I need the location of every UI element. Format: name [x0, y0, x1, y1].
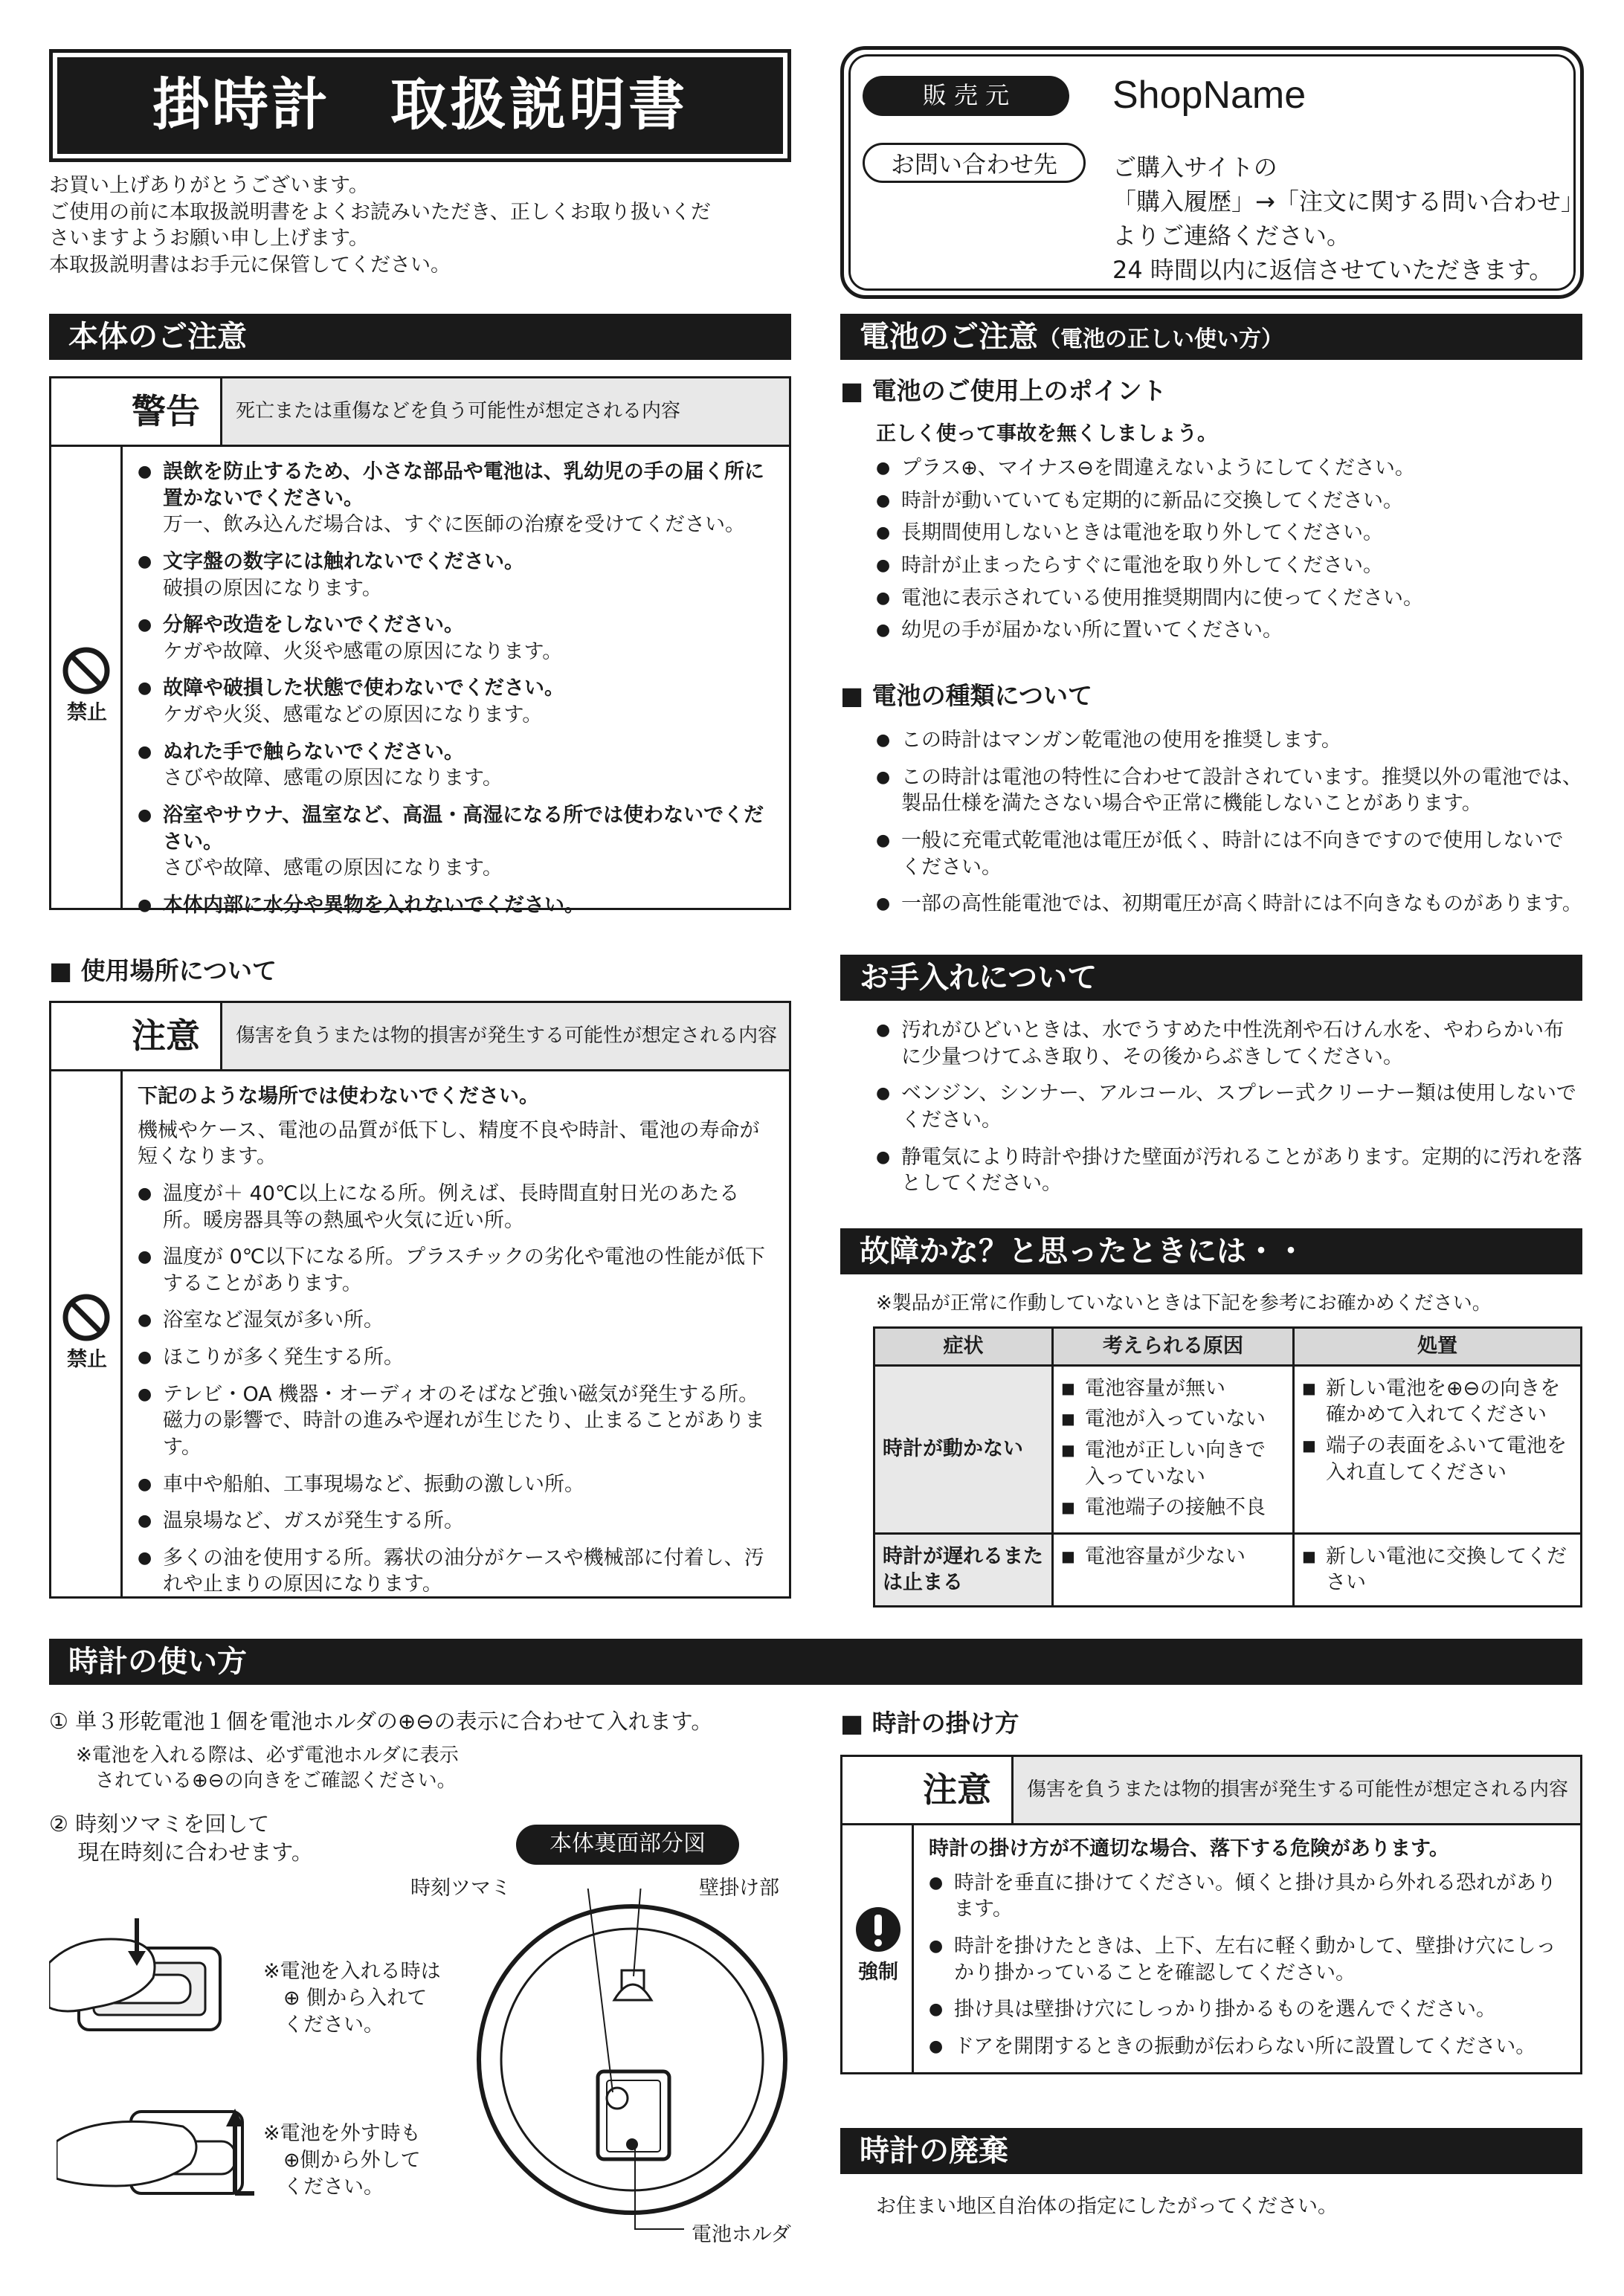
step2-line: 現在時刻に合わせます。 — [49, 1839, 313, 1865]
contact-line: 「購入履歴」→「注文に関する問い合わせ」 — [1112, 187, 1585, 216]
note-line: ください。 — [263, 2176, 384, 2199]
item-bold: ● 分解や改造をしないでください。 — [163, 613, 464, 637]
note-line: ⊕ 側から入れて — [263, 1987, 428, 2010]
remove-note — [263, 2121, 421, 2201]
list-item: ● ドアを開閉するときの振動が伝わらない所に設置してください。 — [929, 2034, 1568, 2060]
list-item: ● 汚れがひどいときは、水でうすめた中性洗剤や石けん水を、やわらかい布に少量つけてふき取り、その後からぶきしてください。 — [876, 1017, 1582, 1070]
label-knob: 時刻ツマミ — [410, 1877, 511, 1900]
list-item — [138, 612, 777, 665]
prohibition-label: 禁止 — [67, 1348, 107, 1371]
item-text: ケガや故障、火災や感電の原因になります。 — [163, 639, 563, 663]
warning-table — [49, 376, 791, 917]
item-bold: ● ぬれた手で触らないでください。 — [163, 740, 464, 764]
battery-insert-illustration — [49, 1918, 250, 2052]
list-item — [138, 549, 777, 602]
care-list — [876, 1017, 1582, 1207]
item-text: ケガや火災、感電などの原因になります。 — [163, 703, 543, 726]
intro-line: お買い上げありがとうございます。 — [49, 174, 369, 197]
step1-note — [76, 1743, 459, 1794]
warning-list — [138, 459, 777, 929]
list-item: ● 一般に充電式乾電池は電圧が低く、時計には不向きですので使用しないでください。 — [876, 828, 1582, 880]
list-item: ● 時計が止まったらすぐに電池を取り外してください。 — [876, 552, 1575, 579]
intro — [49, 172, 793, 279]
note-line: ※電池を入れる際は、必ず電池ホルダに表示 — [76, 1744, 459, 1767]
list-item — [138, 459, 777, 538]
item-bold: ● 文字盤の数字には触れないでください。 — [163, 549, 524, 573]
list-item — [138, 675, 777, 728]
seller-name: ShopName — [1112, 74, 1306, 117]
cause-item: ■ 電池が正しい向きで入っていない — [1061, 1437, 1285, 1490]
step2-line: ② 時刻ツマミを回して — [49, 1811, 270, 1837]
caution-label: 注意 — [842, 1757, 1014, 1823]
battery-heading-text: 電池のご注意 — [860, 320, 1038, 354]
hang-list — [929, 1870, 1568, 2060]
list-item: ● ほこりが多く発生する所。 — [138, 1344, 777, 1371]
list-item — [138, 739, 777, 792]
list-item: ● 時計が動いていても定期的に新品に交換してください。 — [876, 488, 1575, 515]
hang-lead: 時計の掛け方が不適切な場合、落下する危険があります。 — [929, 1837, 1449, 1860]
mandatory-icon — [854, 1906, 902, 1953]
fix-list — [1302, 1376, 1573, 1486]
intro-line: さいますようお願い申し上げます。 — [49, 227, 369, 251]
step1: ① 単３形乾電池１個を電池ホルダの⊕⊖の表示に合わせて入れます。 — [49, 1709, 713, 1734]
trouble-table — [873, 1326, 1582, 1607]
care-heading: お手入れについて — [840, 955, 1582, 1001]
battery-points-heading: ■ 電池のご使用上のポイント — [840, 375, 1167, 407]
intro-line: ご使用の前に本取扱説明書をよくお読みいただき、正しくお取り扱いくだ — [49, 200, 711, 224]
cause-list — [1061, 1376, 1285, 1521]
cause-item: ■ 電池が入っていない — [1061, 1406, 1285, 1433]
shop-box — [840, 46, 1584, 299]
item-text: 万一、飲み込んだ場合は、すぐに医師の治療を受けてください。 — [163, 513, 745, 537]
page-title: 掛時計 取扱説明書 — [57, 57, 783, 154]
col-cause: 考えられる原因 — [1053, 1328, 1294, 1366]
list-item: ● 温泉場など、ガスが発生する所。 — [138, 1508, 777, 1535]
list-item — [138, 892, 777, 919]
fix-list — [1302, 1544, 1573, 1596]
fix-item: ■ 新しい電池を⊕⊖の向きを確かめて入れてください — [1302, 1376, 1573, 1428]
label-holder: 電池ホルダ — [692, 2223, 791, 2246]
cause-list — [1061, 1544, 1285, 1570]
item-text: さびや故障、感電の原因になります。 — [163, 767, 503, 790]
battery-points-list — [876, 455, 1575, 650]
warning-label: 警告 — [51, 378, 222, 445]
contact-label: お問い合わせ先 — [863, 143, 1086, 183]
howto-heading: 時計の使い方 — [49, 1639, 1582, 1685]
symptom-cell: 時計が動かない — [874, 1365, 1053, 1533]
list-item: ● 温度が＋ 40℃以上になる所。例えば、長時間直射日光のあたる所。暖房器具等の熱風や火気に近い所。 — [138, 1181, 777, 1234]
list-item: ● 静電気により時計や掛けた壁面が汚れることがあります。定期的に汚れを落としてください。 — [876, 1144, 1582, 1197]
place-heading: ■ 使用場所について — [49, 955, 277, 987]
item-bold: ● 浴室やサウナ、温室など、高温・高湿になる所では使わないでください。 — [163, 803, 764, 854]
battery-types-heading: ■ 電池の種類について — [840, 680, 1092, 712]
prohibition-icon — [62, 1293, 111, 1342]
hang-table — [840, 1755, 1582, 2074]
item-bold: ● 誤飲を防止するため、小さな部品や電池は、乳幼児の手の届く所に置かないでください。 — [163, 460, 764, 510]
seller-label: 販 売 元 — [863, 76, 1069, 116]
cause-item: ■ 電池端子の接触不良 — [1061, 1494, 1285, 1521]
contact-line: よりご連絡ください。 — [1112, 222, 1351, 250]
list-item: ● 掛け具は壁掛け穴にしっかり掛かるものを選んでください。 — [929, 1996, 1568, 2023]
caution-desc: 傷害を負うまたは物的損害が発生する可能性が想定される内容 — [1027, 1779, 1569, 1801]
disposal-text: お住まい地区自治体の指定にしたがってください。 — [876, 2195, 1338, 2218]
list-item: ● 温度が 0℃以下になる所。プラスチックの劣化や電池の性能が低下することがあります。 — [138, 1244, 777, 1297]
item-bold: ● 故障や破損した状態で使わないでください。 — [163, 677, 564, 700]
contact-line: ご購入サイトの — [1112, 153, 1277, 181]
list-item: ● プラス⊕、マイナス⊖を間違えないようにしてください。 — [876, 455, 1575, 482]
battery-points-lead: 正しく使って事故を無くしましょう。 — [876, 422, 1217, 445]
label-hook: 壁掛け部 — [699, 1877, 779, 1900]
list-item: ● 時計を垂直に掛けてください。傾くと掛け具から外れる恐れがあります。 — [929, 1870, 1568, 1923]
battery-heading-sub: （電池の正しい使い方） — [1038, 326, 1283, 352]
note-line: ⊕側から外して — [263, 2149, 421, 2172]
list-item: ● 幼児の手が届かない所に置いてください。 — [876, 617, 1575, 644]
battery-remove-illustration — [57, 2082, 257, 2216]
list-item — [138, 802, 777, 882]
list-item: ● 多くの油を使用する所。霧状の油分がケースや機械部に付着し、汚れや止まりの原因になります。 — [138, 1545, 777, 1598]
item-bold: ● 本体内部に水分や異物を入れないでください。 — [163, 893, 584, 917]
list-item: ● 長期間使用しないときは電池を取り外してください。 — [876, 520, 1575, 546]
warning-desc: 死亡または重傷などを負う可能性が想定される内容 — [236, 400, 681, 422]
caution-desc: 傷害を負うまたは物的損害が発生する可能性が想定される内容 — [236, 1025, 778, 1047]
fix-item: ■ 端子の表面をふいて電池を入れ直してください — [1302, 1433, 1573, 1486]
col-symptom: 症状 — [874, 1328, 1053, 1366]
item-text: 破損の原因になります。 — [163, 576, 382, 600]
note-line: されている⊕⊖の向きをご確認ください。 — [76, 1770, 457, 1793]
place-lead-bold: 下記のような場所では使わないでください。 — [138, 1085, 539, 1108]
step2 — [49, 1810, 313, 1866]
note-line: ※電池を外す時も — [263, 2122, 421, 2145]
place-table — [49, 1001, 791, 1599]
list-item: ● 車中や船舶、工事現場など、振動の激しい所。 — [138, 1471, 777, 1498]
prohibition-icon — [62, 646, 111, 695]
prohibition-label: 禁止 — [67, 701, 107, 724]
hang-heading: ■ 時計の掛け方 — [840, 1707, 1019, 1740]
cause-item: ■ 電池容量が少ない — [1061, 1544, 1285, 1570]
list-item: ● 一部の高性能電池では、初期電圧が高く時計には不向きなものがあります。 — [876, 891, 1582, 918]
trouble-heading: 故障かな？と思ったときには・・ — [840, 1228, 1582, 1274]
diagram-title: 本体裏面部分図 — [516, 1825, 739, 1865]
trouble-note: ※製品が正常に作動していないときは下記を参考にお確かめください。 — [876, 1292, 1492, 1315]
contact-info — [1112, 150, 1585, 287]
disposal-heading: 時計の廃棄 — [840, 2128, 1582, 2174]
cause-item: ■ 電池容量が無い — [1061, 1376, 1285, 1402]
list-item: ● 時計を掛けたときは、上下、左右に軽く動かして、壁掛け穴にしっかり掛かっていることを確認してください。 — [929, 1933, 1568, 1986]
item-text: さびや故障、感電の原因になります。 — [163, 857, 503, 880]
place-list — [138, 1181, 777, 1598]
list-item: ● この時計はマンガン乾電池の使用を推奨します。 — [876, 727, 1582, 754]
fix-item: ■ 新しい電池に交換してください — [1302, 1544, 1573, 1596]
caution-label: 注意 — [51, 1003, 222, 1069]
list-item: ● テレビ・OA 機器・オーディオのそばなど強い磁気が発生する所。磁力の影響で、時計の進みや遅れが生じたり、止まることがあります。 — [138, 1381, 777, 1461]
mandatory-label: 強制 — [858, 1961, 898, 1984]
body-caution-heading: 本体のご注意 — [49, 314, 791, 360]
intro-line: 本取扱説明書はお手元に保管してください。 — [49, 253, 451, 277]
clock-back-diagram — [476, 1889, 803, 2238]
symptom-cell: 時計が遅れるまたは止まる — [874, 1533, 1053, 1606]
list-item: ● この時計は電池の特性に合わせて設計されています。推奨以外の電池では、製品仕様を満たさない場合や正常に機能しないことがあります。 — [876, 764, 1582, 817]
note-line: ください。 — [263, 2013, 384, 2037]
insert-note — [263, 1958, 441, 2039]
contact-line: 24 時間以内に返信させていただきます。 — [1112, 256, 1553, 284]
col-fix: 処置 — [1294, 1328, 1582, 1366]
list-item: ● 電池に表示されている使用推奨期間内に使ってください。 — [876, 585, 1575, 612]
note-line: ※電池を入れる時は — [263, 1960, 441, 1983]
battery-types-list — [876, 727, 1582, 928]
list-item: ● ベンジン、シンナー、アルコール、スプレー式クリーナー類は使用しないでください。 — [876, 1080, 1582, 1133]
battery-heading — [840, 314, 1582, 360]
place-lead: 機械やケース、電池の品質が低下し、精度不良や時計、電池の寿命が短くなります。 — [138, 1118, 760, 1169]
title-box — [49, 49, 791, 162]
list-item: ● 浴室など湿気が多い所。 — [138, 1307, 777, 1334]
